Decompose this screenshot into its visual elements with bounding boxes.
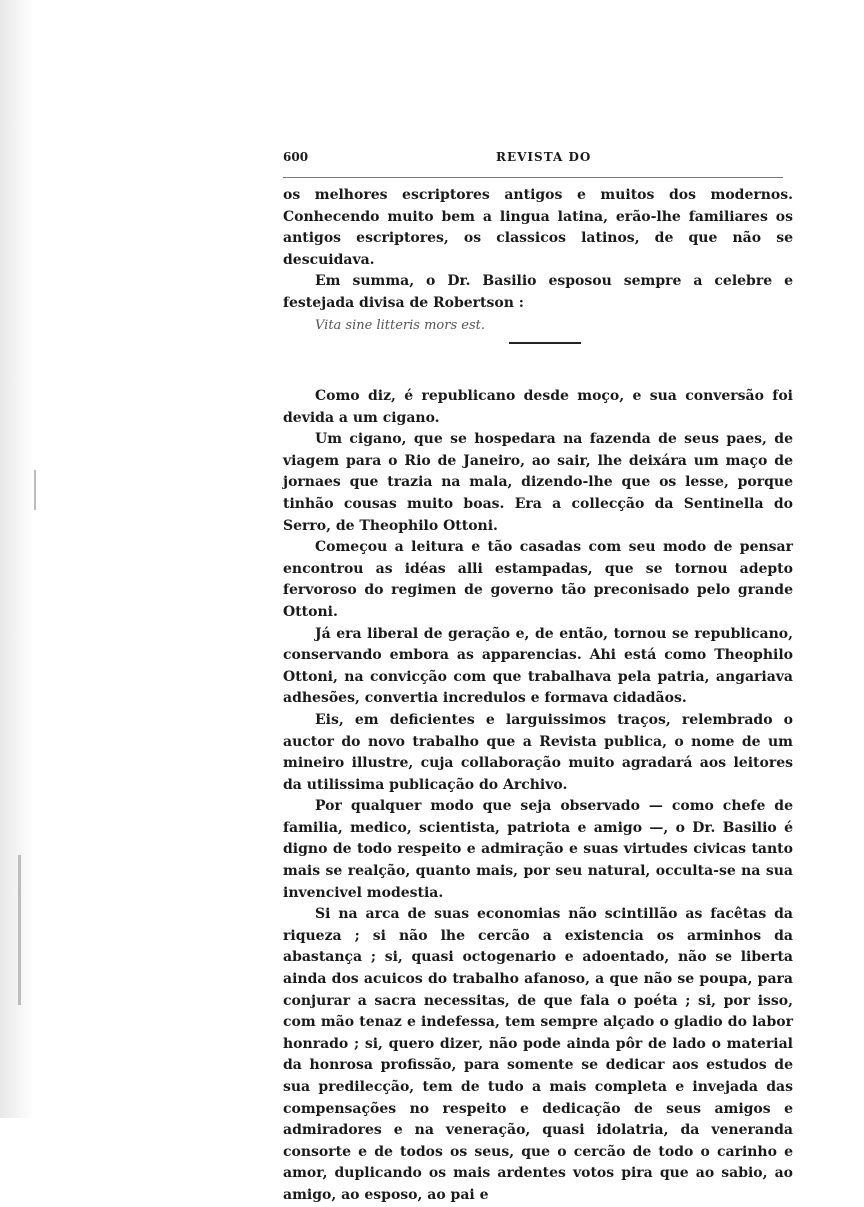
top-section bbox=[283, 185, 793, 336]
scan-mark bbox=[34, 470, 36, 510]
header-rule bbox=[283, 177, 783, 178]
scan-mark bbox=[18, 855, 21, 1005]
paragraph: Por qualquer modo que seja observado — como chefe de familia, medico, scientista, patriota e amigo —, o Dr. Basilio é digno de todo respeito e admiração e suas virtudes civicas tanto mais se realção, quanto mais, por seu natural, occulta-se na sua invencivel modestia. bbox=[283, 798, 793, 901]
running-head: REVISTA DO bbox=[496, 150, 592, 164]
main-section bbox=[283, 386, 793, 1207]
page-number: 600 bbox=[283, 150, 309, 164]
paragraph: Começou a leitura e tão casadas com seu modo de pensar encontrou as idéas alli estampadas, que se tornou adepto fervoroso do regimen de governo tão preconisado pelo grande Ottoni. bbox=[283, 539, 793, 620]
paragraph: Um cigano, que se hospedara na fazenda de seus paes, de viagem para o Rio de Janeiro, ao sair, lhe deixára um maço de jornaes que trazia na mala, dizendo-lhe que os lesse, porque tinhão cousas muito boas. Era a collecção da Sentinella do Serro, de Theophilo Ottoni. bbox=[283, 431, 793, 534]
paragraph: Já era liberal de geração e, de então, tornou se republicano, conservando embora as apparencias. Ahi está como Theophilo Ottoni, na convicção com que trabalhava pela patria, angariava adhesões, convertia incredulos e formava cidadãos. bbox=[283, 625, 793, 707]
section-divider bbox=[509, 342, 581, 344]
scan-left-edge bbox=[0, 0, 34, 1118]
page-header bbox=[283, 150, 793, 170]
motto: Vita sine litteris mors est. bbox=[315, 317, 485, 333]
paragraph: Eis, em deficientes e larguissimos traços, relembrado o auctor do novo trabalho que a Revista publica, o nome de um mineiro illustre, cuja collaboração muito agradará aos leitores da utilissima publicação do Archivo. bbox=[283, 711, 793, 793]
paragraph: os melhores escriptores antigos e muitos dos modernos. Conhecendo muito bem a lingua latina, erão-lhe familiares os antigos escriptores, os classicos latinos, de que não se descuidava. bbox=[283, 187, 793, 268]
paragraph: Em summa, o Dr. Basilio esposou sempre a celebre e festejada divisa de Robertson : bbox=[283, 273, 793, 311]
paragraph: Como diz, é republicano desde moço, e sua conversão foi devida a um cigano. bbox=[283, 388, 793, 426]
book-page bbox=[283, 0, 793, 1203]
paragraph: Si na arca de suas economias não scintillão as facêtas da riqueza ; si não lhe cercão a existencia os arminhos da abastança ; si, quasi octogenario e adoentado, não se liberta ainda dos acuicos do trabalho afanoso, a que não se poupa, para conjurar a sacra necessitas, de que fala o poéta ; si, por isso, com mão tenaz e indefessa, tem sempre alçado o gladio do labor honrado ; si, quero dizer, não pode ainda pôr de lado o material da honrosa profissão, para somente se dedicar aos estudos de sua predilecção, tem de tudo a mais completa e invejada das compensações no respeito e dedicação de seus amigos e admiradores e na veneração, quasi idolatria, da veneranda consorte e de todos os seus, que o cercão de todo o carinho e amor, duplicando os mais ardentes votos pira que ao sabio, ao amigo, ao esposo, ao pai e bbox=[283, 906, 793, 1203]
